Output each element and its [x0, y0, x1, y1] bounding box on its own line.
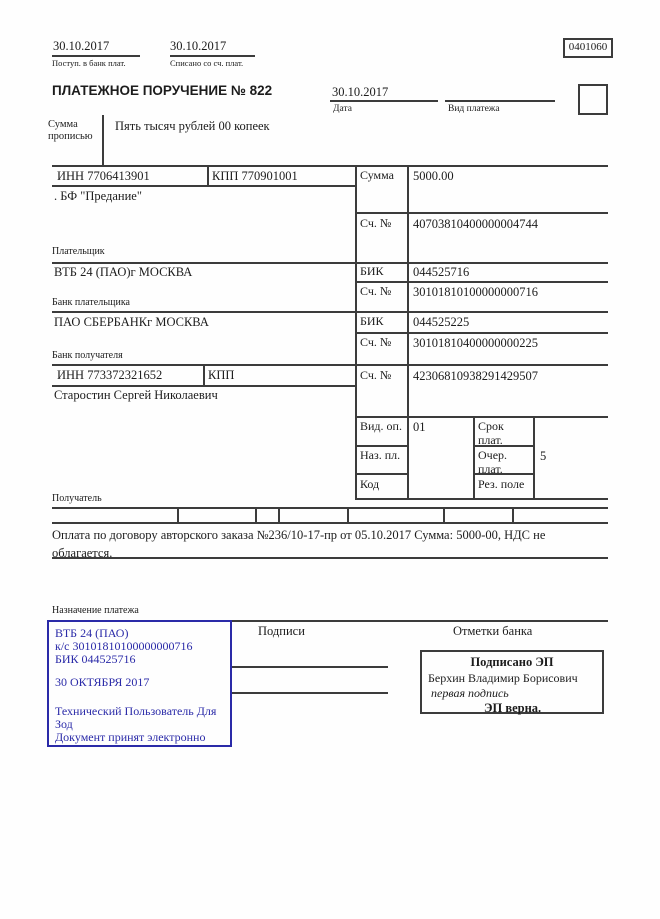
table-line-op2a [355, 473, 407, 475]
table-line-bik2 [355, 332, 608, 334]
divider-payee-inn-kpp [203, 364, 205, 387]
payer-label: Плательщик [52, 246, 105, 257]
due-date-label: Срок плат. [478, 419, 504, 447]
document-title: ПЛАТЕЖНОЕ ПОРУЧЕНИЕ № 822 [52, 83, 273, 98]
stamp-user-line2: Зод [55, 717, 73, 731]
op-kind-label: Вид. оп. [360, 419, 402, 433]
esign-stamp-box [420, 650, 604, 714]
payment-purpose-label: Назначение платежа [52, 605, 139, 616]
received-date: 30.10.2017 [53, 39, 110, 53]
payment-type-label: Вид платежа [448, 104, 500, 114]
divider-inn-kpp [207, 165, 209, 187]
sum-label: Сумма [360, 168, 394, 182]
payer-account: 40703810400000004744 [413, 217, 538, 231]
payer-inn: ИНН 7706413901 [57, 169, 150, 183]
op-kind-value: 01 [413, 420, 426, 434]
date-label: Дата [333, 104, 352, 114]
payer-bank-label: Банк плательщика [52, 297, 130, 308]
bank-marks-label: Отметки банка [453, 624, 533, 638]
payee-account-label: Сч. № [360, 368, 392, 382]
payer-bank-name: ВТБ 24 (ПАО)г МОСКВА [54, 265, 193, 279]
debited-date-underline [170, 55, 255, 57]
payee-bank-label: Банк получателя [52, 350, 123, 361]
payee-bank-name: ПАО СБЕРБАНКг МОСКВА [54, 315, 209, 329]
sum-value: 5000.00 [413, 169, 454, 183]
table-line-top [52, 165, 608, 167]
payer-account-label: Сч. № [360, 216, 392, 230]
payment-purpose-text: Оплата по договору авторского заказа №236/10-17-пр от 05.10.2017 Сумма: 5000-00, НДС не облагается. [52, 528, 546, 560]
debited-date: 30.10.2017 [170, 39, 227, 53]
table-line-under-inn [52, 185, 355, 187]
table-line-under-payee-bank [52, 364, 608, 366]
esign-signature-kind: первая подпись [431, 686, 509, 700]
codes-divider-4 [347, 507, 349, 524]
table-line-codes-bottom [52, 522, 608, 524]
table-line-under-payer [52, 262, 608, 264]
signatures-label: Подписи [258, 624, 305, 638]
stamp-bank-name: ВТБ 24 (ПАО) [55, 626, 129, 640]
payer-name: . БФ "Предание" [54, 189, 142, 203]
bank-acceptance-stamp [47, 620, 232, 747]
payee-kpp-label: КПП [208, 368, 235, 382]
table-line-op-top [355, 416, 608, 418]
payee-inn: ИНН 773372321652 [57, 368, 163, 382]
codes-divider-1 [177, 507, 179, 524]
priority-value: 5 [540, 449, 547, 463]
codes-divider-5 [443, 507, 445, 524]
payer-bank-bik-label: БИК [360, 264, 384, 278]
signature-line-1 [232, 666, 388, 668]
esign-title: Подписано ЭП [470, 655, 554, 669]
esign-signer-name: Берхин Владимир Борисович [428, 671, 578, 685]
stamp-bik: БИК 044525716 [55, 652, 136, 666]
payee-account: 42306810938291429507 [413, 369, 538, 383]
signature-line-2 [232, 692, 388, 694]
codes-divider-3 [278, 507, 280, 524]
document-date: 30.10.2017 [332, 85, 389, 99]
divider-label-value [407, 165, 409, 500]
divider-section [355, 165, 357, 500]
payment-type-underline [445, 100, 555, 102]
stamp-corr-account: к/с 30101810100000000716 [55, 639, 193, 653]
divider-op2 [533, 416, 535, 500]
stamp-user-line1: Технический Пользователь Для [55, 704, 217, 718]
payer-bank-account: 30101810100000000716 [413, 285, 538, 299]
payee-name: Старостин Сергей Николаевич [54, 388, 218, 402]
divider-op1 [473, 416, 475, 500]
payee-bank-account-label: Сч. № [360, 335, 392, 349]
debited-date-label: Списано со сч. плат. [170, 58, 244, 68]
stamp-date: 30 ОКТЯБРЯ 2017 [55, 675, 150, 689]
payee-bank-bik-label: БИК [360, 314, 384, 328]
codes-divider-6 [512, 507, 514, 524]
priority-label: Очер. плат. [478, 448, 508, 476]
payee-label: Получатель [52, 493, 102, 504]
date-underline [330, 100, 438, 102]
payer-kpp: КПП 770901001 [212, 169, 298, 183]
table-line-op1a [355, 445, 407, 447]
table-line-under-sum [355, 212, 608, 214]
payer-bank-account-label: Сч. № [360, 284, 392, 298]
received-date-underline [52, 55, 140, 57]
esign-verdict: ЭП верна. [484, 701, 542, 715]
payee-bank-bik: 044525225 [413, 315, 470, 329]
form-code-box: 0401060 [563, 38, 613, 58]
code-label: Код [360, 477, 380, 491]
pay-purpose-code-label: Наз. пл. [360, 448, 401, 462]
payer-bank-bik: 044525716 [413, 265, 470, 279]
status-field-box [578, 84, 608, 115]
received-date-label: Поступ. в банк плат. [52, 58, 126, 68]
table-line-op-bottom [355, 498, 608, 500]
stamp-accepted: Документ принят электронно [55, 730, 206, 744]
amount-in-words-value: Пять тысяч рублей 00 копеек [115, 119, 270, 133]
codes-divider-2 [255, 507, 257, 524]
reserve-field-label: Рез. поле [478, 477, 525, 491]
payee-bank-account: 30101810400000000225 [413, 336, 538, 350]
table-line-under-payer-bank [52, 311, 608, 313]
table-line-bik1 [355, 281, 608, 283]
amount-in-words-divider [102, 115, 104, 165]
amount-in-words-label: Сумма прописью [48, 119, 93, 143]
table-line-under-payee [52, 507, 608, 509]
